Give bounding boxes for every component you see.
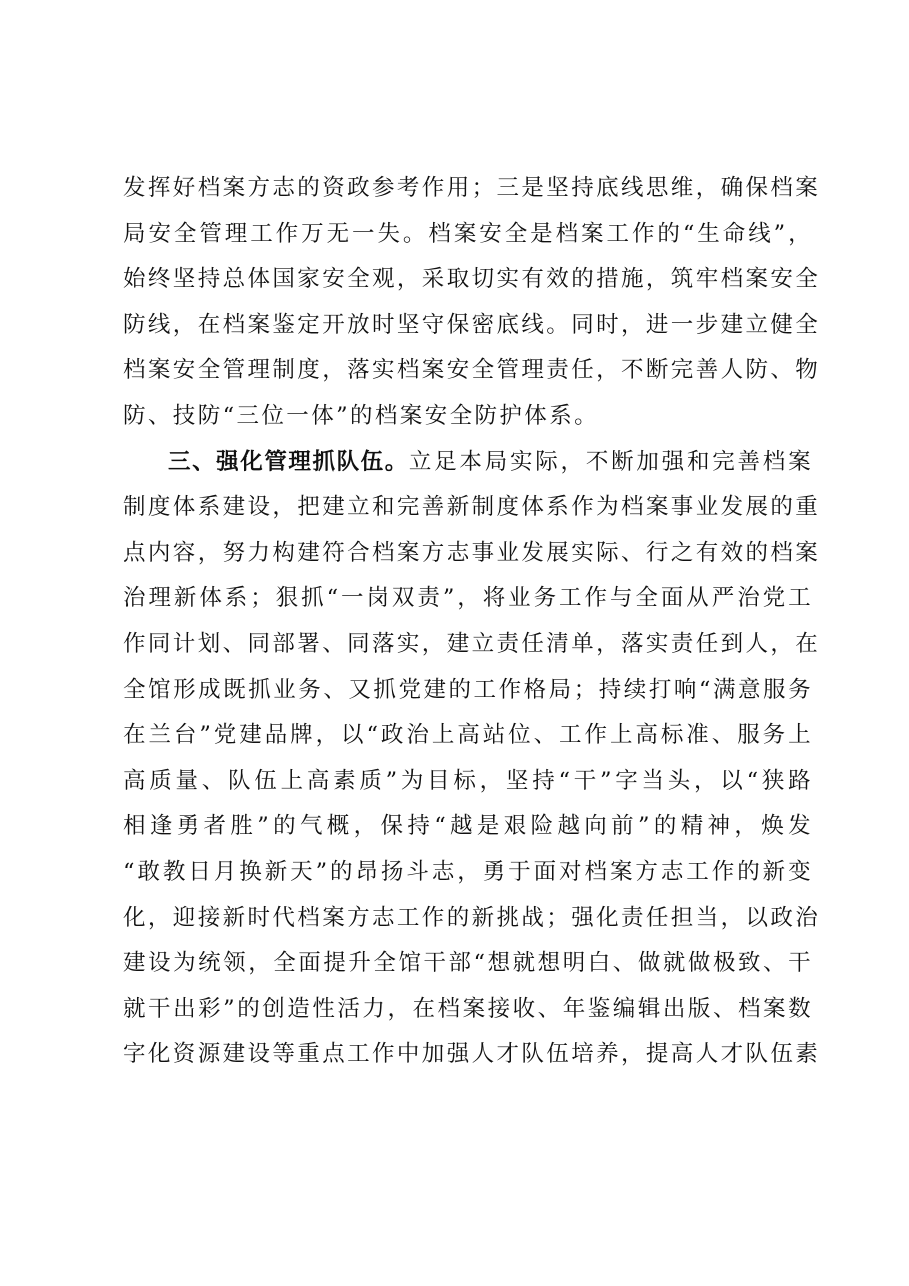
text-line: 作同计划、同部署、同落实，建立责任清单，落实责任到人，在: [123, 630, 821, 657]
text-line: 发挥好档案方志的资政参考作用；三是坚持底线思维，确保档案: [123, 175, 821, 201]
text-span: 立足本局实际，不断加强和完善档案: [408, 448, 813, 475]
text-line: 化，迎接新时代档案方志工作的新挑战；强化责任担当，以政治: [123, 904, 821, 931]
text-line: 制度体系建设，把建立和完善新制度体系作为档案事业发展的重: [123, 494, 821, 521]
text-line: 就干出彩”的创造性活力，在档案接收、年鉴编辑出版、档案数: [123, 995, 813, 1022]
section-heading-line: [123, 440, 813, 486]
text-line: 在兰台”党建品牌，以“政治上高站位、工作上高标准、服务上: [123, 722, 813, 749]
text-line: 档案安全管理制度，落实档案安全管理责任，不断完善人防、物: [123, 357, 821, 384]
text-line: “敢教日月换新天”的昂扬斗志，勇于面对档案方志工作的新变: [123, 858, 813, 885]
text-line: 相逢勇者胜”的气概，保持“越是艰险越向前”的精神，焕发: [123, 813, 813, 840]
text-line: 建设为统领，全面提升全馆干部“想就想明白、做就做极致、干: [123, 950, 813, 977]
text-line: 高质量、队伍上高素质”为目标，坚持“干”字当头，以“狭路: [123, 767, 813, 794]
text-line: 治理新体系；狠抓“一岗双责”，将业务工作与全面从严治党工: [123, 585, 813, 612]
text-line: 防线，在档案鉴定开放时坚守保密底线。同时，进一步建立健全: [123, 311, 821, 338]
text-line: 始终坚持总体国家安全观，采取切实有效的措施，筑牢档案安全: [123, 266, 821, 293]
document-body: [123, 166, 821, 1078]
text-line: 字化资源建设等重点工作中加强人才队伍培养，提高人才队伍素: [123, 1041, 821, 1068]
text-line: 点内容，努力构建符合档案方志事业发展实际、行之有效的档案: [123, 539, 821, 566]
text-line: 防、技防“三位一体”的档案安全防护体系。: [123, 402, 600, 429]
text-line: 局安全管理工作万无一失。档案安全是档案工作的“生命线”，: [123, 220, 813, 247]
text-line: 全馆形成既抓业务、又抓党建的工作格局；持续打响“满意服务: [123, 676, 813, 703]
section-heading: 三、强化管理抓队伍。: [168, 448, 409, 475]
